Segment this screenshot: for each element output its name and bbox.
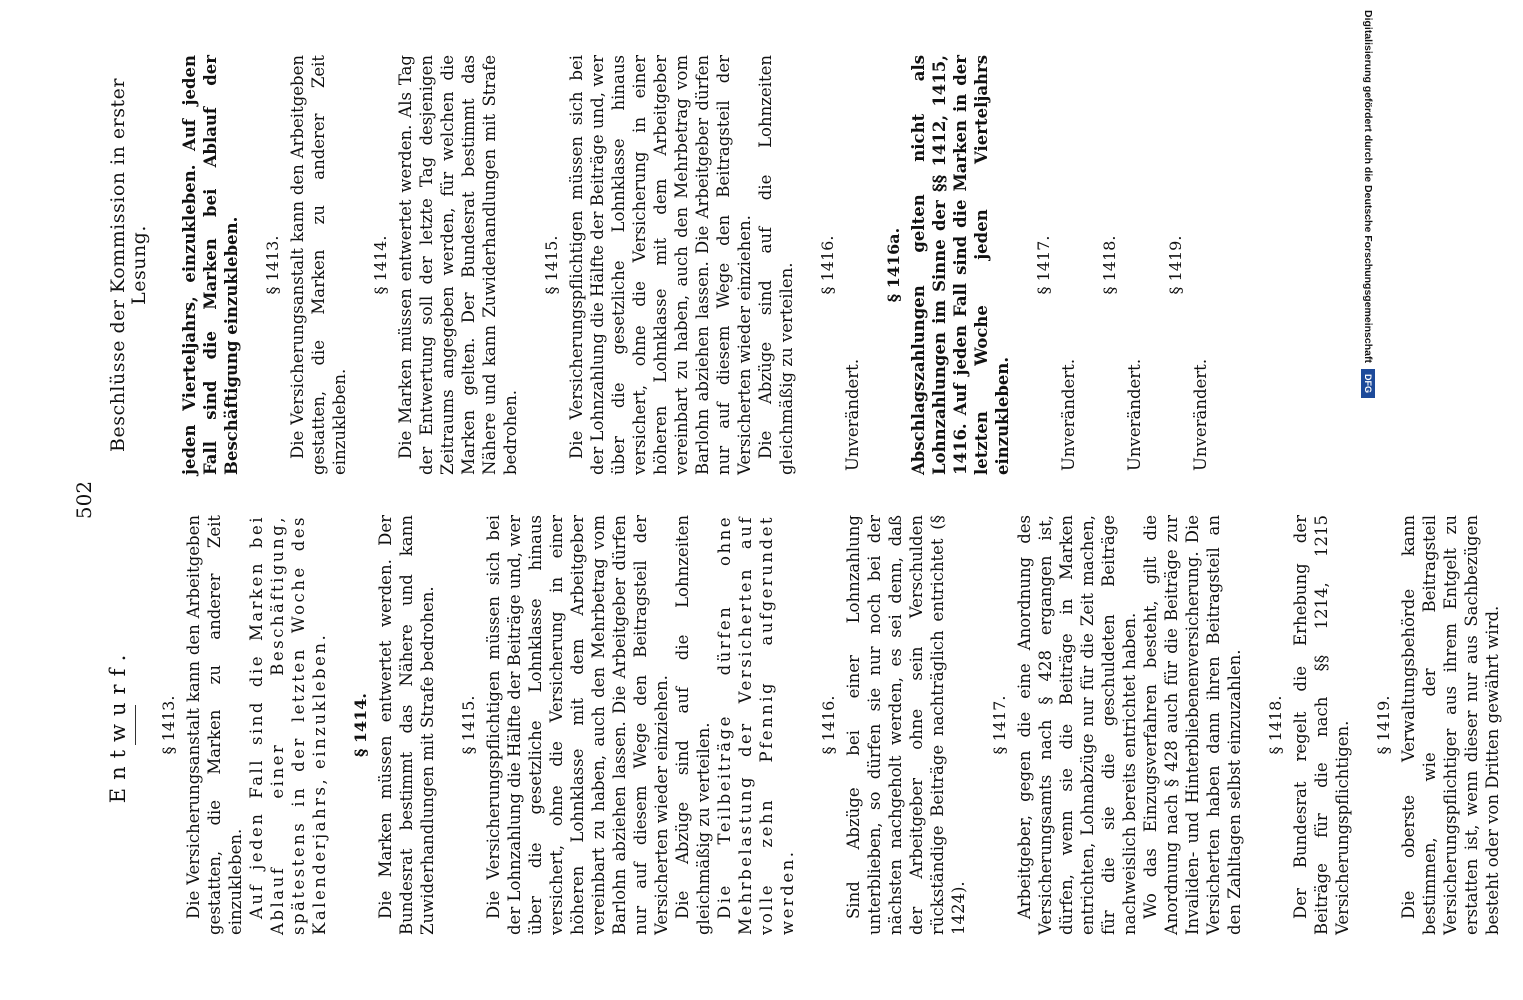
section-1414-entwurf [350, 515, 438, 935]
paragraph: Die Marken müssen entwertet werden. Als Tag der Entwertung soll der letzte Tag desjenigen Zeitraums angegeben werden, für welchen die Marken gelten. Der Bundesrat bestimmt das Nähere und kann Zuwiderhandlungen mit Strafe bedrohen. [396, 55, 520, 475]
unchanged-note: Unverändert. [1059, 358, 1078, 471]
section-1418-beschluss [1099, 55, 1145, 475]
paragraph: Wo das Einzugsverfahren besteht, gilt die Anordnung nach § 428 auch für die Beiträge zur Invaliden- und Hinterbliebenenversicherung. Die Versicherten haben dann ihren Beitragsteil an den Zahltagen selbst einzuzahlen. [1141, 515, 1244, 935]
unchanged-note: Unverändert. [843, 358, 862, 471]
paragraph: Der Bundesrat regelt die Erhebung der Beiträge für die nach §§ 1214, 1215 Versicherungspflichtigen. [1291, 515, 1352, 935]
section-1416-beschluss [817, 55, 863, 475]
section-1417-beschluss [1033, 55, 1079, 475]
section-1413-beschluss [262, 55, 350, 475]
section-1415-entwurf [458, 515, 798, 935]
intro-paragraph: jeden Vierteljahrs, einzukleben. Auf jeden Fall sind die Marken bei Ablauf der Beschäftigung einzukleben. [180, 55, 241, 475]
section-head: § 1417. [1034, 235, 1053, 295]
section-head: § 1414. [351, 692, 370, 758]
paragraph: Abschlagszahlungen gelten nicht als Lohnzahlungen im Sinne der §§ 1412, 1415, 1416. Auf jeden Fall sind die Marken in der letzten Woche jeden Vierteljahrs einzukleben. [909, 55, 1012, 475]
section-head: § 1416. [819, 695, 838, 755]
heading-rule [135, 705, 136, 745]
paragraph: Die Abzüge sind auf die Lohnzeiten gleichmäßig zu verteilen. [756, 55, 796, 475]
unchanged-note: Unverändert. [1191, 358, 1210, 471]
section-1416a-beschluss [883, 55, 1013, 475]
paragraph: Die Versicherungspflichtigen müssen sich bei der Lohnzahlung die Hälfte der Beiträge und, wer über die gesetzliche Lohnklasse hinaus versichert, ohne die Versicherung in einer höheren Lohnklasse mit dem Arbeitgeber vereinbart zu haben, auch den Mehrbetrag vom Barlohn abziehen lassen. Die Arbeitgeber dürfen nur auf diesem Wege den Beitragsteil der Versicherten wieder einziehen. [567, 55, 754, 475]
section-1418-entwurf [1265, 515, 1353, 935]
paragraph: Die Versicherungsanstalt kann den Arbeitgeben gestatten, die Marken zu anderer Zeit einzukleben. [184, 515, 245, 935]
column-heading-entwurf: Entwurf. [106, 646, 130, 804]
paragraph: Sind Abzüge bei einer Lohnzahlung unterblieben, so dürfen sie nur noch bei der nächsten nachgeholt werden, es sei denn, daß der Arbeitgeber ohne sein Verschulden rückständige Beiträge nachträglich entrichtet (§ 1424). [844, 515, 968, 935]
rotated-page [20, 25, 1502, 975]
section-head: § 1413. [263, 235, 282, 295]
page-number: 502 [72, 480, 96, 520]
section-head: § 1418. [1100, 235, 1119, 295]
dfg-logo: DFG [1361, 369, 1375, 398]
column-entwurf [108, 515, 1523, 935]
dfg-side-note [1360, 10, 1376, 990]
column-beschluesse [108, 55, 1231, 475]
paragraph: Die Versicherungsanstalt kann den Arbeitgeben gestatten, die Marken zu anderer Zeit einzukleben. [288, 55, 349, 475]
paragraph: Arbeitgeber, gegen die eine Anordnung des Versicherungsamts nach § 428 ergangen ist, dürfen, wenn sie die Beiträge in Marken entrichten, Lohnabzüge nur für die Zeit machen, für die sie die geschuldeten Beiträge nachweislich bereits entrichtet haben. [1015, 515, 1139, 935]
paragraph: Die oberste Verwaltungsbehörde kann bestimmen, wie der Beitragsteil Versicherungspflichtiger aus ihrem Entgelt zu erstatten ist, wenn dieser nur aus Sachbezügen besteht oder von Dritten gewährt wird. [1399, 515, 1502, 935]
dfg-side-note-text [1360, 10, 1376, 990]
section-head: § 1415. [459, 695, 478, 755]
section-1419-beschluss [1165, 55, 1211, 475]
section-1415-beschluss [541, 55, 797, 475]
section-head: § 1419. [1374, 695, 1393, 755]
section-1417-entwurf [989, 515, 1245, 935]
section-head: § 1413. [159, 695, 178, 755]
section-head: § 1418. [1266, 695, 1285, 755]
paragraph: Die Abzüge sind auf die Lohnzeiten gleichmäßig zu verteilen. [673, 515, 713, 935]
dfg-credit-text: Digitalisierung gefördert durch die Deutsche Forschungsgemeinschaft [1362, 10, 1374, 363]
paragraph: Die Marken müssen entwertet werden. Der Bundesrat bestimmt das Nähere und kann Zuwiderhandlungen mit Strafe bedrohen. [376, 515, 437, 935]
paragraph: Die Versicherungspflichtigen müssen sich bei der Lohnzahlung die Hälfte der Beiträge und, wer über die gesetzliche Lohnklasse hinaus versichert, ohne die Versicherung in einer höheren Lohnklasse mit dem Arbeitgeber vereinbart zu haben, auch den Mehrbetrag vom Barlohn abziehen lassen. Die Arbeitgeber dürfen nur auf diesem Wege den Beitragsteil der Versicherten wieder einziehen. [484, 515, 671, 935]
section-head: § 1414. [371, 235, 390, 295]
unchanged-note: Unverändert. [1125, 358, 1144, 471]
section-1414-beschluss [370, 55, 521, 475]
section-head: § 1415. [542, 235, 561, 295]
section-1419-entwurf [1373, 515, 1503, 935]
column-heading-beschluesse: Beschlüsse der Kommission in erster Lesung. [107, 78, 150, 452]
section-head: § 1416. [818, 235, 837, 295]
paragraph: Auf jeden Fall sind die Marken bei Ablauf einer Beschäftigung, spätestens in der letzten Woche des Kalenderjahrs, einzukleben. [247, 515, 329, 935]
section-1413-entwurf [158, 515, 330, 935]
section-head: § 1416a. [884, 227, 903, 303]
section-head: § 1417. [990, 695, 1009, 755]
section-1416-entwurf [818, 515, 969, 935]
paragraph: Die Teilbeiträge dürfen ohne Mehrbelastung der Versicherten auf volle zehn Pfennig aufgerundet werden. [715, 515, 797, 935]
section-head: § 1419. [1166, 235, 1185, 295]
